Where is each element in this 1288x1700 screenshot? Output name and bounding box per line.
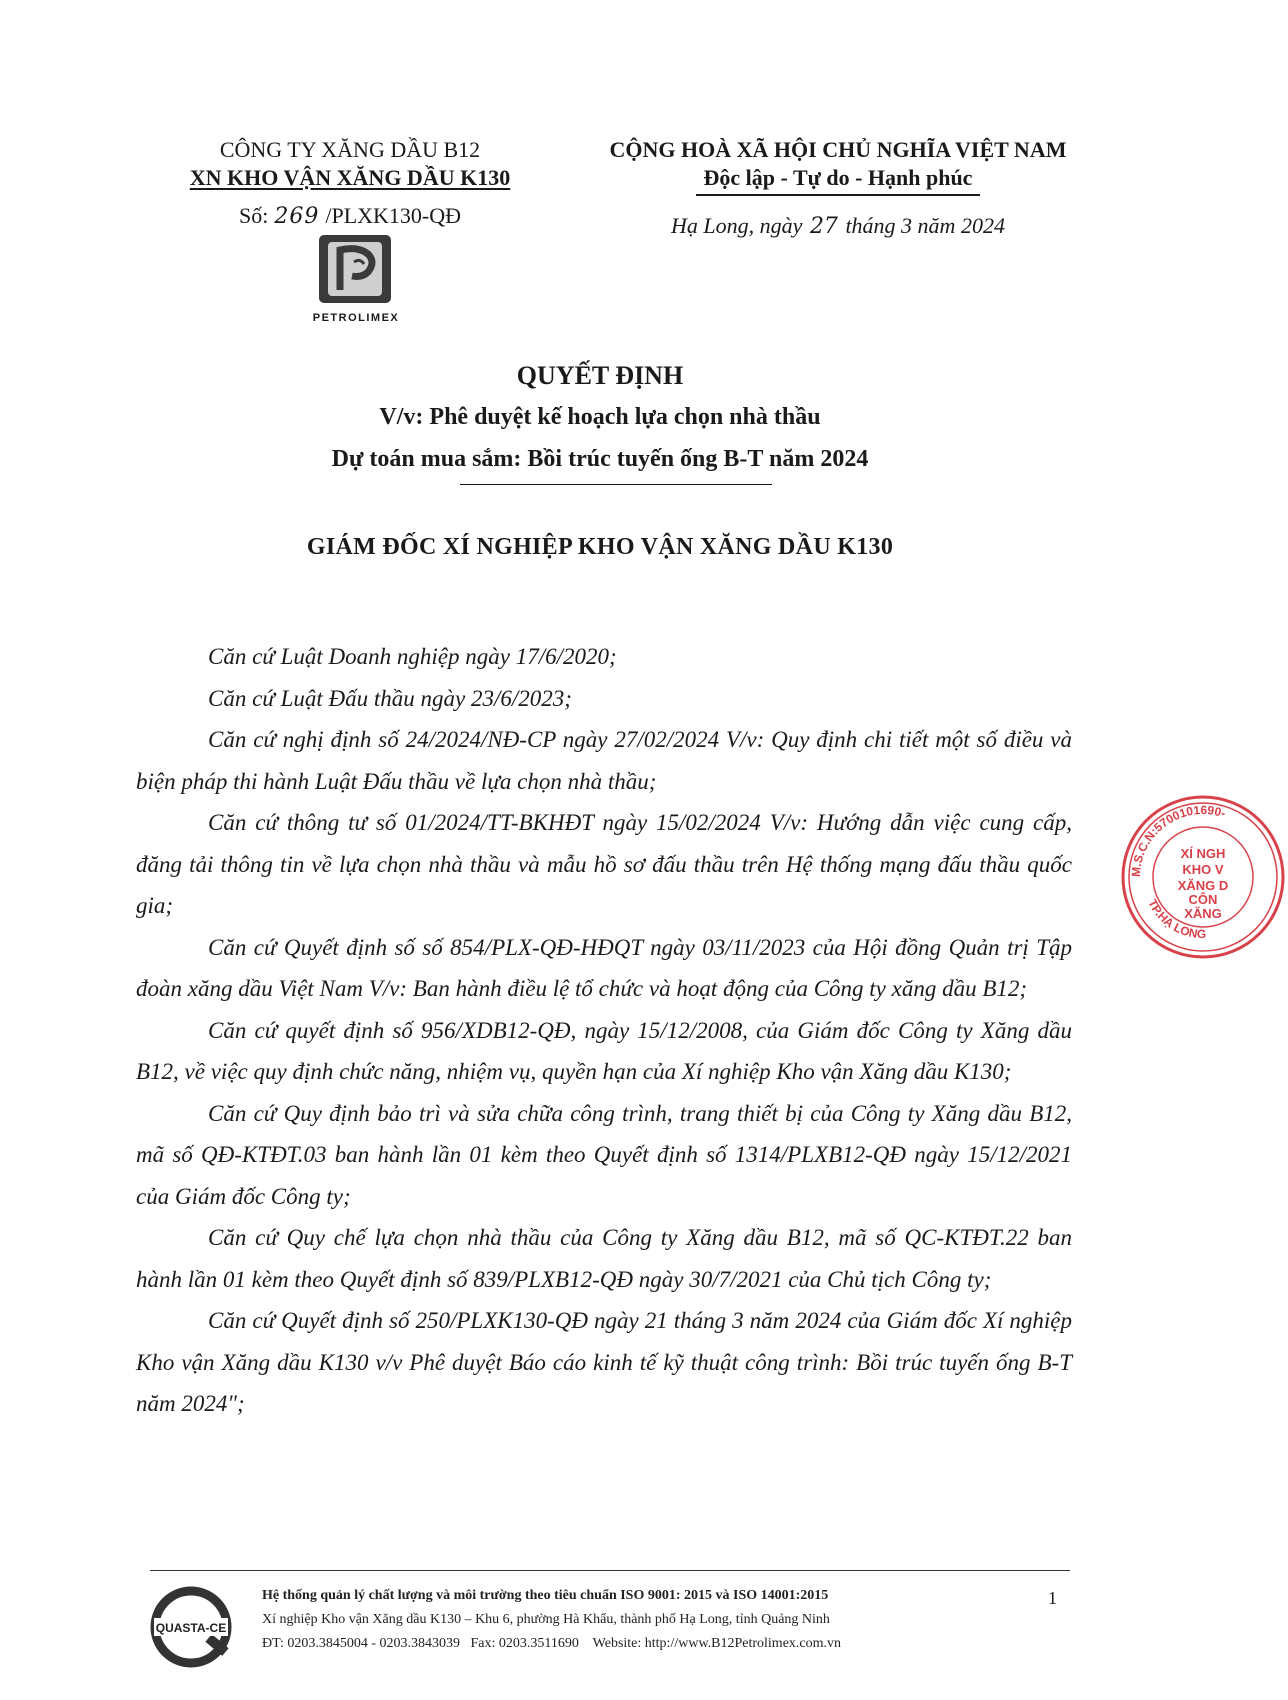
seal-line: KHO V [1182,862,1224,877]
title-project: Dự toán mua sắm: Bồi trúc tuyến ống B-T năm 2024 [331,446,869,472]
footer-contact: ĐT: 0203.3845004 - 0203.3843039 Fax: 0203.3511690 Website: http://www.B12Petrolimex.com.vn [262,1636,842,1651]
motto: Độc lập - Tự do - Hạnh phúc [696,164,981,196]
seal-line: XÍ NGH [1180,846,1226,861]
seal-ring-text: M.S.C.N:5700101690- [1128,802,1228,878]
decision-title [100,356,1100,480]
company-name: CÔNG TY XĂNG DẦU B12 [219,137,481,162]
date-suffix: tháng 3 năm 2024 [845,213,1005,238]
issue-date [578,212,1098,241]
petrolimex-logo [318,234,392,304]
director-heading: GIÁM ĐỐC XÍ NGHIỆP KHO VẬN XĂNG DẦU K130 [306,534,894,560]
company-seal [1118,792,1288,962]
basis-paragraph: Căn cứ Quy chế lựa chọn nhà thầu của Công ty Xăng dầu B12, mã số QC-KTĐT.22 ban hành lần 01 kèm theo Quyết định số 839/PLXB12-QĐ ngày 30/7/2021 của Chủ tịch Công ty; [136,1225,1072,1292]
title-main: QUYẾT ĐỊNH [516,361,684,390]
basis-paragraph: Căn cứ quyết định số 956/XDB12-QĐ, ngày 15/12/2008, của Giám đốc Công ty Xăng dầu B12, về việc quy định chức năng, nhiệm vụ, quyền hạn của Xí nghiệp Kho vận Xăng dầu K130; [136,1017,1072,1084]
footer-divider [150,1570,1070,1571]
quasta-logo [148,1584,234,1670]
quasta-text: QUASTA-CE [155,1621,227,1635]
issuer-block [170,136,530,231]
title-divider [460,484,772,485]
page-number: 1 [1048,1588,1057,1608]
document-number [170,202,530,231]
footer-address: Xí nghiệp Kho vận Xăng dầu K130 – Khu 6, phường Hà Khẩu, thành phố Hạ Long, tỉnh Quảng Ninh [262,1612,830,1627]
seal-line: XĂNG [1184,906,1222,921]
basis-paragraph: Căn cứ Luật Đấu thầu ngày 23/6/2023; [208,685,572,711]
seal-bottom-text: TP.HẠ LONG [1145,897,1207,942]
country-name: CỘNG HOÀ XÃ HỘI CHỦ NGHĨA VIỆT NAM [609,137,1067,162]
number-suffix: /PLXK130-QĐ [325,203,462,228]
basis-paragraph: Căn cứ nghị định số 24/2024/NĐ-CP ngày 27/02/2024 V/v: Quy định chi tiết một số điều và biện pháp thi hành Luật Đấu thầu về lựa chọn nhà thầu; [136,727,1072,794]
date-prefix: Hạ Long, ngày [671,213,803,238]
footer-info [262,1584,1022,1656]
number-prefix: Số: [238,203,269,228]
footer-iso: Hệ thống quản lý chất lượng và môi trường theo tiêu chuẩn ISO 9001: 2015 và ISO 14001:2015 [262,1588,829,1603]
seal-line: XĂNG D [1177,878,1229,893]
seal-line: CÔN [1188,892,1218,907]
national-heading [578,136,1098,241]
enterprise-name-text: XN KHO VẬN XĂNG DẦU K130 [189,165,511,190]
basis-paragraph: Căn cứ Quyết định số 250/PLXK130-QĐ ngày 21 tháng 3 năm 2024 của Giám đốc Xí nghiệp Kho vận Xăng dầu K130 v/v Phê duyệt Báo cáo kinh tế kỹ thuật công trình: Bồi trúc tuyến ống B-T năm 2024"; [136,1308,1072,1416]
legal-basis [136,636,1072,1425]
logo-caption: PETROLIMEX [312,312,400,324]
basis-paragraph: Căn cứ Quy định bảo trì và sửa chữa công trình, trang thiết bị của Công ty Xăng dầu B12, mã số QĐ-KTĐT.03 ban hành lần 01 kèm theo Quyết định số 1314/PLXB12-QĐ ngày 15/12/2021 của Giám đốc Công ty; [136,1100,1072,1209]
title-subject: V/v: Phê duyệt kế hoạch lựa chọn nhà thầu [379,404,821,430]
basis-paragraph: Căn cứ Quyết định số số 854/PLX-QĐ-HĐQT ngày 03/11/2023 của Hội đồng Quản trị Tập đoàn xăng dầu Việt Nam V/v: Ban hành điều lệ tổ chức và hoạt động của Công ty xăng dầu B12; [136,934,1072,1001]
basis-paragraph: Căn cứ Luật Doanh nghiệp ngày 17/6/2020; [208,644,617,669]
basis-paragraph: Căn cứ thông tư số 01/2024/TT-BKHĐT ngày 15/02/2024 V/v: Hướng dẫn việc cung cấp, đăng tải thông tin về lựa chọn nhà thầu và mẫu hồ sơ đấu thầu trên Hệ thống mạng đấu thầu quốc gia; [136,810,1072,918]
number-handwritten: 269 [274,204,320,229]
enterprise-name [170,164,530,192]
date-day-handwritten: 27 [809,214,838,239]
